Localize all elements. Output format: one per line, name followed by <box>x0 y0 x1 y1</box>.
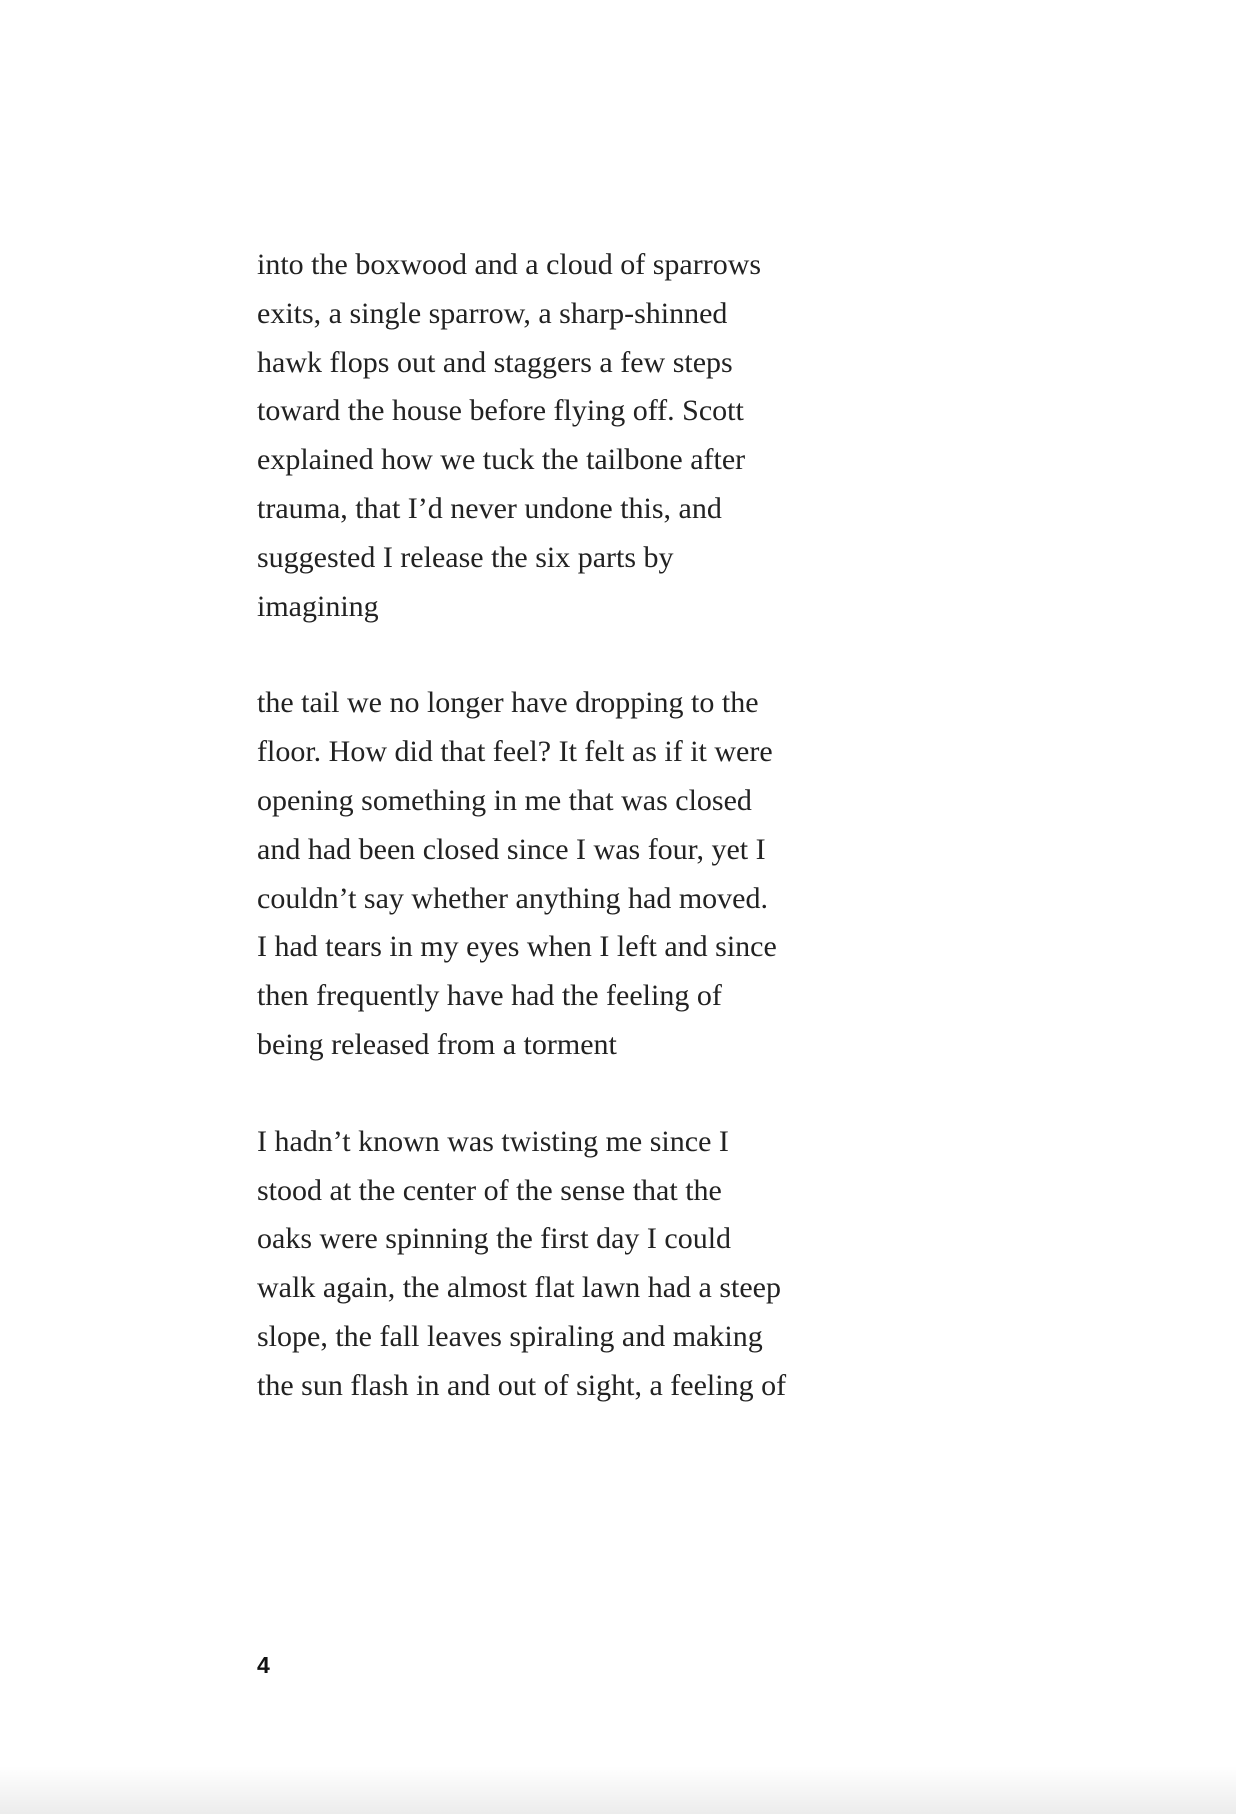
poem-line: slope, the fall leaves spiraling and making <box>257 1319 763 1353</box>
poem-line: opening something in me that was closed <box>257 783 752 817</box>
poem-line: the tail we no longer have dropping to the <box>257 686 759 720</box>
poem-line: hawk flops out and staggers a few steps <box>257 345 733 379</box>
poem-line: being released from a torment <box>257 1027 617 1061</box>
poem-line: explained how we tuck the tailbone after <box>257 443 746 477</box>
poem-line: floor. How did that feel? It felt as if it were <box>257 735 773 769</box>
poem-line: suggested I release the six parts by <box>257 540 674 574</box>
poem-line: imagining <box>257 589 379 623</box>
poem-line: I had tears in my eyes when I left and since <box>257 930 777 964</box>
poem-line: and had been closed since I was four, yet I <box>257 832 766 866</box>
poem-line: the sun flash in and out of sight, a feeling of <box>257 1368 787 1402</box>
poem-line: toward the house before flying off. Scott <box>257 394 744 428</box>
stanza-1 <box>257 241 897 631</box>
poem-line: exits, a single sparrow, a sharp-shinned <box>257 296 728 330</box>
stanza-3 <box>257 1118 897 1411</box>
page-bottom-edge <box>0 1766 1236 1814</box>
page-number: 4 <box>257 1652 270 1678</box>
poem-line: into the boxwood and a cloud of sparrows <box>257 248 762 281</box>
poem-line: trauma, that I’d never undone this, and <box>257 491 722 525</box>
poem-line: stood at the center of the sense that the <box>257 1173 722 1207</box>
poem-line: then frequently have had the feeling of <box>257 979 722 1013</box>
poem-line: walk again, the almost flat lawn had a steep <box>257 1271 781 1305</box>
poem-line: oaks were spinning the first day I could <box>257 1222 732 1256</box>
poem-body <box>257 241 897 1411</box>
poem-line: I hadn’t known was twisting me since I <box>257 1124 729 1158</box>
poem-line: couldn’t say whether anything had moved. <box>257 881 768 915</box>
stanza-2 <box>257 679 897 1069</box>
